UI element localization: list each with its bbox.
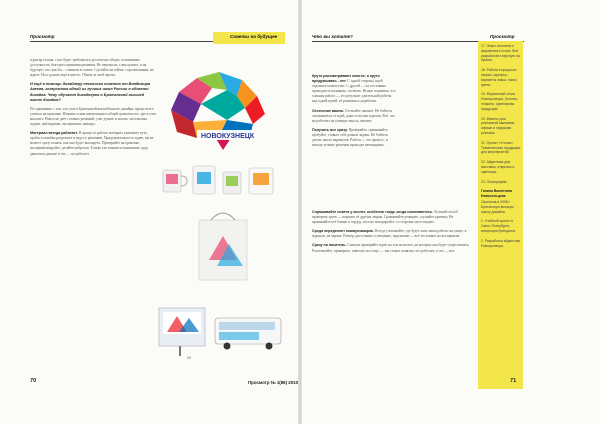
advice-heading-6: Сразу на носитель.: [312, 243, 347, 248]
material-paragraph: В процессе работы материал указывает путь, пробы и ошибки разделяют и ведут к решению. Придумав какую-то идею, вы не можете сразу понять, как она будет выглядеть. Проверяйте на практике, экспериментируйте, делайте наброски. Только так появится понимание, куда двигаться дальше и что — не работает.: [30, 131, 154, 156]
interview-question: И ещё в помощь дизайнеру несколько советов от Владимира Агеева, выпускника одной из лучших школ России в области дизайна. Чему обучают дизайнеров в Британской высшей школе дизайна?: [30, 82, 151, 102]
advice-body-1: С одной стороны, идей огромное количество. С другой — их постоянно приходится оценивать, отсекать. Нужно понимать, что сильная работа — это результат длительной работы над одной идеей, её развития и доработки.: [312, 79, 396, 104]
advice-heading-3: Получать все сразу.: [312, 127, 348, 132]
intro-paragraph: в разгар сезона, с вас будет требоваться достаточно общих, основанных доступности, быстрого принятия решения. Не переносят, с выслушать, и на будущее, что, как бы... слишком в голове. Сделайте на сейчас с прочитанным, не ждите. Но и думать ещё в ком-то. Объём за свой проект.: [30, 58, 154, 78]
left-rubric-label: Советы на будущее: [230, 34, 278, 39]
note-1: 1. Учебный проект в Санкт-Петербурге, концепция брендинга.: [481, 219, 516, 233]
souvenir-bag: [199, 213, 247, 280]
right-article-title: Что вы хотите?: [312, 34, 353, 39]
designer-role: Окончила в 2008 г. Британскую высшую школу дизайна.: [481, 199, 514, 214]
right-text-column-1: [312, 74, 396, 152]
photo-collage: [157, 70, 287, 370]
caption-17: 17. Эскиз логотипа и фирменного стиля. Всё разработано вручную на бумаге.: [481, 44, 520, 63]
spine-gutter: [298, 0, 302, 424]
advice-body-2: Отсекайте лишнее. Не бойтесь отказываться от идей, даже если они хороши. Всё, что не работает на главную мысль, мешает.: [312, 108, 396, 123]
photo-caption-number: 19: [187, 356, 191, 360]
collage-illustration: [157, 70, 287, 370]
caption-21: 21. Проект «Уголок». Тематическая продукция для мероприятий.: [481, 140, 521, 155]
souvenir-mugs: [163, 166, 273, 194]
advice-heading-5: Среда определяет коммуникацию.: [312, 229, 374, 234]
sidebar-text: [481, 44, 521, 253]
caption-20: 20. Макеты для рекламной кампании, афиши и наружная реклама.: [481, 116, 516, 135]
advice-heading-4: Спрашивайте совета у коллег, особенно тогда, когда сомневаетесь.: [312, 210, 434, 214]
right-page-number: 71: [510, 378, 517, 384]
caption-19: 19. Фирменный стиль Новокузнецка. Логотип, плакаты, сувенирная продукция.: [481, 92, 519, 111]
left-section-label: Просмотр: [30, 34, 55, 39]
issue-footer: Просмотр № 1(86) 2010: [248, 380, 299, 385]
advice-heading-1: Круто рассматривают многое, а круто придумывать - нет.: [312, 74, 380, 84]
caption-22: 22. Айдентика для выставки, открытки и сувениры.: [481, 160, 515, 174]
answer-paragraph: По сравнению с тем, что учат в Британской высшей школе дизайна, проще всего учиться на практике. Помимо основ композиции и общей грамотности, здесь учат мыслить. Никто не даёт готовых решений, учат думать и искать: постановка задачи, наблюдение, эксперимент, выводы.: [30, 106, 156, 127]
subheading-material: Материал всегда работает.: [30, 131, 78, 136]
left-page-number: 70: [30, 378, 37, 384]
advice-heading-2: Отсечение важно.: [312, 108, 344, 113]
designer-name: Галина Валентина Новосельцева: [481, 189, 512, 199]
advice-body-3: Проверяйте, сравнивайте, пробуйте, ставьте себе разные задачи. Не бойтесь делать много вариантов. Работа — это процесс, и иногда лучшие решения приходят неожиданно.: [312, 127, 389, 148]
advice-body-5: Всегда учитывайте, где будет жить ваша работа: на улице, в журнале, на экране. Размер, расстояние, освещение, окружение — всё это влияет на восприятие.: [312, 229, 467, 239]
branded-bus: [215, 318, 281, 350]
right-section-label: Просмотр: [490, 34, 515, 39]
advice-body-4: Лучший способ проверить идею — показать её другим людям. Сравнивайте реакцию, слушайте критику. Не принимайте всё близко к сердцу, но и не игнорируйте: со стороны часто виднее.: [312, 210, 459, 225]
logo-wordmark: НОВОКУЗНЕЦК: [201, 133, 255, 140]
right-text-column-2: [312, 210, 472, 258]
caption-18: 18. Работа в процессе: эскизы, шрифты, варианты знака, поиск цвета.: [481, 68, 518, 87]
note-2: 2. Разработка айдентики Новокузнецка.: [481, 238, 521, 248]
billboard-poster: [159, 308, 205, 356]
advice-body-6: Сначала проверяйте идею на том носителе, на котором она будет существовать. Распечатайте, примерьте, повесьте на стену — так станет понятно, что работает, а что — нет.: [312, 243, 470, 253]
caption-23: 23. Полиграфия.: [481, 179, 508, 184]
left-text-column: [30, 58, 156, 161]
